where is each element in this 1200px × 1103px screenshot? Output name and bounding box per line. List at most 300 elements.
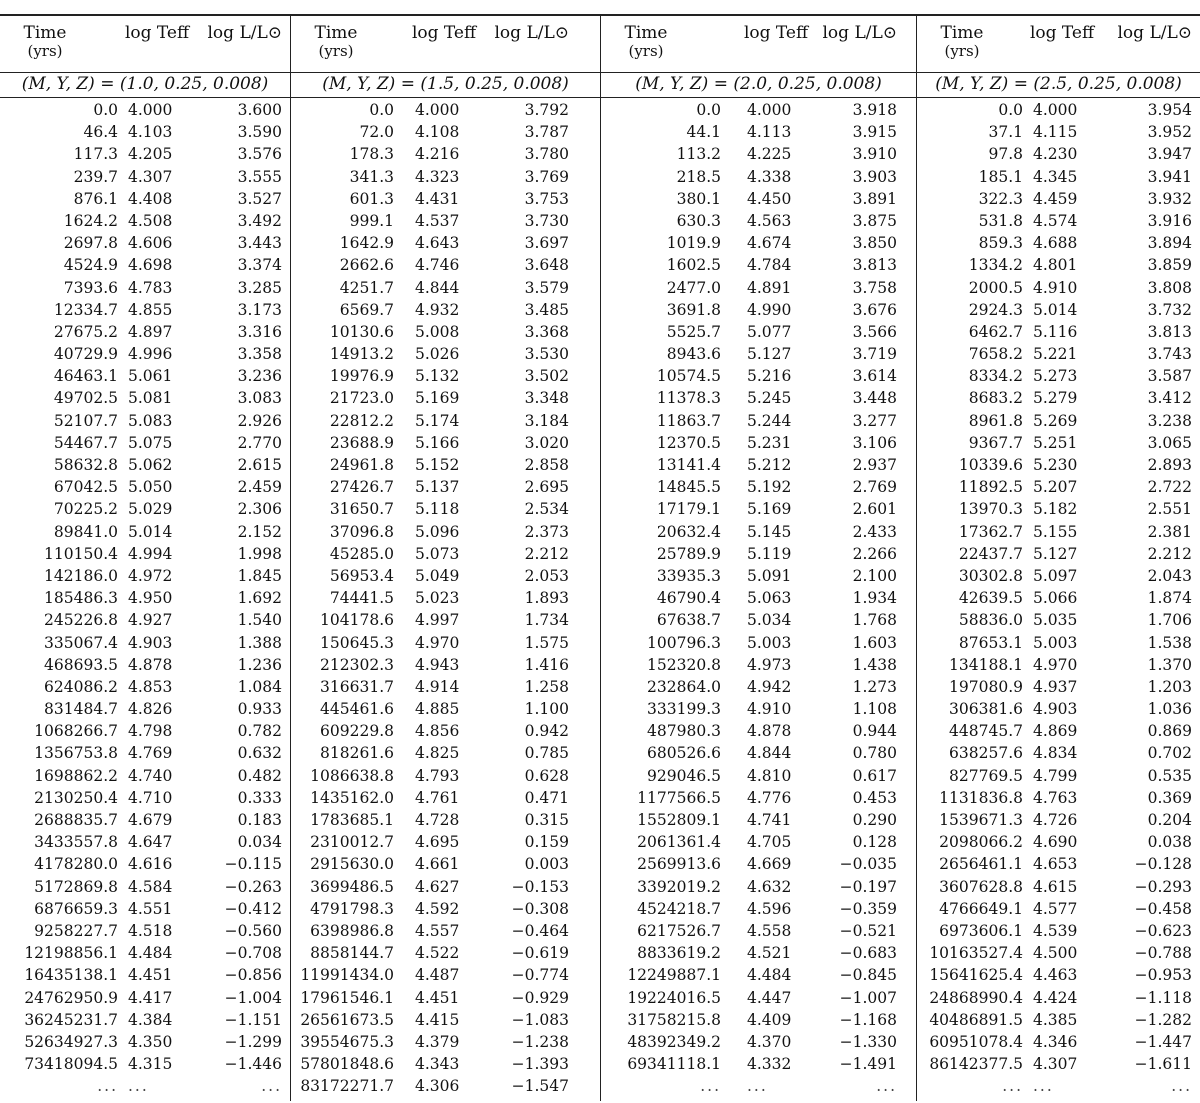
cell-log-luminosity: 3.947 [1147,145,1192,164]
cell-log-teff: 5.231 [747,433,792,452]
cell-time: 25789.9 [656,544,721,563]
cell-log-luminosity: −1.611 [1134,1055,1192,1074]
table-row [0,210,290,232]
cell-log-luminosity: 1.540 [237,611,282,630]
cell-log-teff: 4.115 [1033,123,1078,142]
table-row [917,277,1200,299]
table-row [601,232,916,254]
table-row [601,920,916,942]
table-row [0,876,290,898]
cell-time: 316631.7 [320,677,394,696]
cell-log-luminosity: −1.393 [511,1055,569,1074]
cell-log-teff: 4.000 [415,101,460,119]
header-log-teff: log Teff [743,23,809,43]
cell-log-luminosity: 1.438 [852,655,897,674]
cell-time: 8943.6 [666,345,721,364]
cell-log-luminosity: −0.560 [224,921,282,940]
cell-log-luminosity: −0.197 [839,877,897,896]
cell-log-luminosity: 3.719 [852,345,897,364]
cell-log-teff: 4.726 [1033,811,1078,829]
cell-log-luminosity: 3.566 [852,322,897,341]
cell-log-teff: 5.145 [747,522,792,541]
cell-time: 232864.0 [647,677,721,696]
table-row [601,1053,916,1075]
cell-log-luminosity: 1.692 [237,589,282,608]
cell-time: 14913.2 [329,345,394,364]
table-row [291,210,600,232]
table-row [917,1053,1200,1075]
table-row [601,587,916,609]
cell-log-teff: 4.793 [415,766,460,785]
cell-log-luminosity: −0.774 [511,966,569,985]
cell-log-luminosity: 0.944 [852,722,897,741]
cell-time: 1602.5 [666,256,721,275]
table-row [601,654,916,676]
table-row [291,254,600,276]
table-row [0,521,290,543]
cell-log-luminosity: 2.615 [237,456,282,474]
cell-log-teff: 4.451 [128,966,173,985]
cell-log-teff: 4.776 [747,788,792,807]
table-block-4 [916,14,1200,1101]
table-row [0,321,290,343]
cell-log-luminosity: 2.770 [237,433,282,452]
cell-time: 2924.3 [968,300,1023,319]
cell-log-teff: 4.205 [128,145,173,164]
cell-time: 58632.8 [53,456,118,474]
table-row [291,321,600,343]
table-row [601,698,916,720]
table-row [0,476,290,498]
cell-log-luminosity: 1.998 [237,544,282,563]
cell-time: 15641625.4 [929,966,1023,985]
cell-log-luminosity: 0.453 [852,788,897,807]
cell-time: 30302.8 [958,566,1023,585]
table-row [0,609,290,631]
cell-time: 8833619.2 [637,944,721,963]
cell-time: 10339.6 [958,456,1023,474]
cell-log-luminosity: 0.933 [237,700,282,719]
cell-log-teff: 4.627 [415,877,460,896]
cell-time: 8683.2 [968,389,1023,408]
cell-time: 24762950.9 [24,988,118,1007]
table-row [0,809,290,831]
table-row [601,143,916,165]
cell-log-luminosity: 3.530 [524,345,569,364]
model-parameters: (M, Y, Z) = (1.0, 0.25, 0.008) [0,72,290,98]
table-row [917,632,1200,654]
cell-log-luminosity: 2.381 [1147,522,1192,541]
cell-log-teff: 4.563 [747,211,792,230]
table-row [0,1031,290,1053]
cell-log-luminosity: 2.926 [237,411,282,430]
table-row [917,321,1200,343]
table-row [291,343,600,365]
table-row [917,609,1200,631]
cell-log-teff: 4.643 [415,234,460,253]
cell-log-teff: 5.155 [1033,522,1078,541]
cell-time: 11892.5 [958,478,1023,497]
table-row [917,676,1200,698]
table-row [601,876,916,898]
cell-time: 5525.7 [666,322,721,341]
cell-time: 531.8 [978,211,1023,230]
cell-log-luminosity: 3.697 [524,234,569,253]
cell-log-luminosity: 3.894 [1147,234,1192,253]
cell-log-luminosity: 0.038 [1147,833,1192,852]
cell-time: 827769.5 [949,766,1023,785]
cell-log-luminosity: 0.159 [524,833,569,852]
table-row [917,920,1200,942]
cell-log-luminosity: 1.538 [1147,633,1192,652]
cell-log-luminosity: 3.915 [852,123,897,142]
header-log-teff: log Teff [1029,23,1095,43]
cell-time: ... [97,1077,118,1096]
table-row [0,920,290,942]
cell-time: 2656461.1 [939,855,1023,874]
cell-log-luminosity: 2.858 [524,456,569,474]
cell-log-teff: 4.424 [1033,988,1078,1007]
cell-log-teff: 4.937 [1033,677,1078,696]
table-block-3 [600,14,916,1101]
table-row [601,565,916,587]
table-row [917,1009,1200,1031]
cell-log-luminosity: 1.203 [1147,677,1192,696]
cell-time: 1131836.8 [939,788,1023,807]
cell-time: 67042.5 [53,478,118,497]
cell-time: 680526.6 [647,744,721,763]
cell-log-luminosity: 2.937 [852,456,897,474]
cell-time: 11378.3 [656,389,721,408]
cell-time: 2098066.2 [939,833,1023,852]
table-row [291,742,600,764]
cell-time: 218.5 [676,167,721,186]
cell-time: 239.7 [73,167,118,186]
cell-log-luminosity: 3.918 [852,101,897,119]
cell-time: 22437.7 [958,544,1023,563]
table-row [291,410,600,432]
cell-time: 4251.7 [339,278,394,297]
header-log-luminosity: log L/L⊙ [1117,23,1192,43]
cell-log-luminosity: 3.787 [524,123,569,142]
cell-log-teff: 5.023 [415,589,460,608]
table-row [0,942,290,964]
cell-log-teff: 5.212 [747,456,792,474]
table-row [917,964,1200,986]
table-row [291,365,600,387]
cell-log-teff: 4.799 [1033,766,1078,785]
cell-log-teff: 4.459 [1033,189,1078,208]
cell-log-luminosity: 2.043 [1147,566,1192,585]
cell-log-luminosity: −1.447 [1134,1032,1192,1051]
cell-log-teff: 4.370 [747,1032,792,1051]
cell-log-luminosity: 3.792 [524,101,569,119]
cell-log-luminosity: −0.458 [1134,899,1192,918]
cell-log-luminosity: 3.769 [524,167,569,186]
cell-log-teff: 4.616 [128,855,173,874]
cell-time: 142186.0 [44,566,118,585]
table-row [601,720,916,742]
cell-time: 20632.4 [656,522,721,541]
table-row [601,676,916,698]
cell-log-teff: 4.679 [128,811,173,829]
cell-time: 10163527.4 [929,944,1023,963]
cell-time: 8961.8 [968,411,1023,430]
cell-log-luminosity: 0.632 [237,744,282,763]
cell-time: 100796.3 [647,633,721,652]
table-row [291,809,600,831]
header-time-unit: (yrs) [628,42,664,60]
table-row [601,632,916,654]
cell-time: 17179.1 [656,500,721,519]
cell-log-teff: 4.225 [747,145,792,164]
table-row [291,476,600,498]
cell-time: 17362.7 [958,522,1023,541]
cell-log-teff: 4.990 [747,300,792,319]
cell-time: 6217526.7 [637,921,721,940]
cell-time: 134188.1 [949,655,1023,674]
table-row [0,498,290,520]
cell-time: 22812.2 [329,411,394,430]
table-row [291,521,600,543]
cell-time: 2061361.4 [637,833,721,852]
model-parameters: (M, Y, Z) = (2.5, 0.25, 0.008) [917,72,1200,98]
cell-log-luminosity: 0.034 [237,833,282,852]
cell-log-luminosity: 2.601 [852,500,897,519]
cell-log-luminosity: 3.910 [852,145,897,164]
cell-time: 0.0 [998,101,1023,119]
cell-log-teff: 4.950 [128,589,173,608]
cell-log-luminosity: −0.683 [839,944,897,963]
table-row [0,1075,290,1097]
cell-log-teff: 5.066 [1033,589,1078,608]
cell-log-teff: 4.574 [1033,211,1078,230]
header-time-unit: (yrs) [27,42,63,60]
cell-log-teff: 4.970 [1033,655,1078,674]
table-row [0,787,290,809]
cell-time: 56953.4 [329,566,394,585]
cell-log-teff: 5.230 [1033,456,1078,474]
cell-log-teff: 4.746 [415,256,460,275]
table-row [601,188,916,210]
cell-log-teff: 5.182 [1033,500,1078,519]
table-row [917,454,1200,476]
cell-log-teff: 4.487 [415,966,460,985]
cell-log-luminosity: −0.412 [224,899,282,918]
cell-log-luminosity: −1.299 [224,1032,282,1051]
cell-log-luminosity: 2.769 [852,478,897,497]
cell-time: 4766649.1 [939,899,1023,918]
cell-time: 185.1 [978,167,1023,186]
cell-time: 831484.7 [44,700,118,719]
table-row [291,99,600,121]
cell-log-teff: 4.891 [747,278,792,297]
cell-time: 86142377.5 [929,1055,1023,1074]
cell-time: 42639.5 [958,589,1023,608]
table-row [291,1053,600,1075]
cell-log-teff: 4.784 [747,256,792,275]
cell-time: 70225.2 [53,500,118,519]
cell-log-teff: 4.798 [128,722,173,741]
table-row [601,609,916,631]
cell-time: 6398986.8 [310,921,394,940]
cell-time: 3691.8 [666,300,721,319]
cell-log-luminosity: 2.266 [852,544,897,563]
cell-time: 37.1 [988,123,1023,142]
table-row [917,942,1200,964]
cell-log-teff: 4.551 [128,899,173,918]
cell-log-luminosity: 2.212 [524,544,569,563]
cell-log-luminosity: 2.534 [524,500,569,519]
table-row [0,565,290,587]
table-row [0,765,290,787]
cell-log-luminosity: 0.315 [524,811,569,829]
cell-log-teff: 4.431 [415,189,460,208]
cell-log-luminosity: 3.614 [852,367,897,386]
cell-time: 1068266.7 [34,722,118,741]
cell-time: 380.1 [676,189,721,208]
table-row [291,765,600,787]
table-row [601,365,916,387]
cell-log-teff: 5.166 [415,433,460,452]
cell-time: 26561673.5 [300,1010,394,1029]
table-row [0,1053,290,1075]
cell-log-luminosity: 3.502 [524,367,569,386]
cell-time: 87653.1 [958,633,1023,652]
cell-log-teff: 4.669 [747,855,792,874]
table-block-1 [0,14,290,1101]
table-body [0,99,290,1097]
cell-time: 39554675.3 [300,1032,394,1051]
cell-log-teff: 4.674 [747,234,792,253]
table-row [291,698,600,720]
cell-time: 58836.0 [958,611,1023,630]
table-row [0,343,290,365]
table-row [291,188,600,210]
cell-time: 2915630.0 [310,855,394,874]
cell-log-luminosity: 0.003 [524,855,569,874]
cell-time: 306381.6 [949,700,1023,719]
cell-time: 8334.2 [968,367,1023,386]
table-row [291,299,600,321]
table-row [291,121,600,143]
cell-log-luminosity: ... [876,1077,897,1096]
cell-log-luminosity: 1.874 [1147,589,1192,608]
cell-log-luminosity: 3.576 [237,145,282,164]
cell-log-teff: 4.463 [1033,966,1078,985]
cell-log-luminosity: 1.603 [852,633,897,652]
cell-log-luminosity: 2.695 [524,478,569,497]
cell-time: 110150.4 [44,544,118,563]
table-row [917,654,1200,676]
cell-time: 624086.2 [44,677,118,696]
header-time-label: Time [624,23,668,43]
header-time [10,24,80,60]
cell-log-teff: 4.584 [128,877,173,896]
header-log-luminosity: log L/L⊙ [494,23,569,43]
table-row [917,166,1200,188]
cell-time: 117.3 [73,145,118,164]
cell-time: 33935.3 [656,566,721,585]
table-row [917,1031,1200,1053]
cell-log-teff: 4.996 [128,345,173,364]
cell-log-luminosity: 3.368 [524,322,569,341]
cell-log-luminosity: 3.590 [237,123,282,142]
cell-time: 46.4 [83,123,118,142]
cell-log-teff: 4.761 [415,788,460,807]
table-row [291,1009,600,1031]
cell-time: 3607628.8 [939,877,1023,896]
table-row [291,454,600,476]
cell-log-teff: 4.997 [415,611,460,630]
cell-log-luminosity: 0.183 [237,811,282,829]
cell-log-luminosity: 1.108 [852,700,897,719]
cell-log-luminosity: 1.734 [524,611,569,630]
cell-log-teff: 4.801 [1033,256,1078,275]
cell-time: 2569913.6 [637,855,721,874]
cell-log-teff: 4.834 [1033,744,1078,763]
cell-log-luminosity: 3.808 [1147,278,1192,297]
cell-log-luminosity: −0.128 [1134,855,1192,874]
table-row [601,277,916,299]
cell-log-luminosity: 0.869 [1147,722,1192,741]
cell-time: ... [1002,1077,1023,1096]
cell-time: 12249887.1 [627,966,721,985]
cell-log-teff: 4.592 [415,899,460,918]
cell-log-teff: 4.447 [747,988,792,1007]
cell-log-teff: 5.273 [1033,367,1078,386]
cell-time: 1624.2 [63,211,118,230]
cell-log-luminosity: 3.083 [237,389,282,408]
cell-time: 4524218.7 [637,899,721,918]
table-row [917,987,1200,1009]
cell-log-teff: 5.132 [415,367,460,386]
cell-log-teff: 5.008 [415,322,460,341]
cell-time: 1642.9 [339,234,394,253]
cell-log-luminosity: 0.471 [524,788,569,807]
cell-log-teff: 5.091 [747,566,792,585]
cell-log-teff: 4.521 [747,944,792,963]
cell-log-teff: 4.508 [128,211,173,230]
cell-log-luminosity: 3.527 [237,189,282,208]
cell-log-teff: 4.826 [128,700,173,719]
cell-log-teff: 4.000 [747,101,792,119]
header-time [301,24,371,60]
cell-log-luminosity: 3.579 [524,278,569,297]
cell-log-teff: 4.408 [128,189,173,208]
cell-log-teff: 4.910 [747,700,792,719]
cell-log-luminosity: 1.575 [524,633,569,652]
table-row [291,1075,600,1097]
cell-time: 859.3 [978,234,1023,253]
cell-log-luminosity: 0.702 [1147,744,1192,763]
cell-log-luminosity: 3.952 [1147,123,1192,142]
cell-log-teff: 4.596 [747,899,792,918]
table-row [601,964,916,986]
cell-log-teff: 4.500 [1033,944,1078,963]
cell-log-luminosity: 3.236 [237,367,282,386]
cell-log-teff: 4.869 [1033,722,1078,741]
cell-time: 14845.5 [656,478,721,497]
cell-log-teff: 4.103 [128,123,173,142]
table-row [917,99,1200,121]
cell-log-teff: 4.000 [128,101,173,119]
cell-log-luminosity: 3.954 [1147,101,1192,119]
cell-log-teff: 4.108 [415,123,460,142]
cell-log-luminosity: 0.128 [852,833,897,852]
cell-log-teff: 5.152 [415,456,460,474]
cell-time: 19224016.5 [627,988,721,1007]
